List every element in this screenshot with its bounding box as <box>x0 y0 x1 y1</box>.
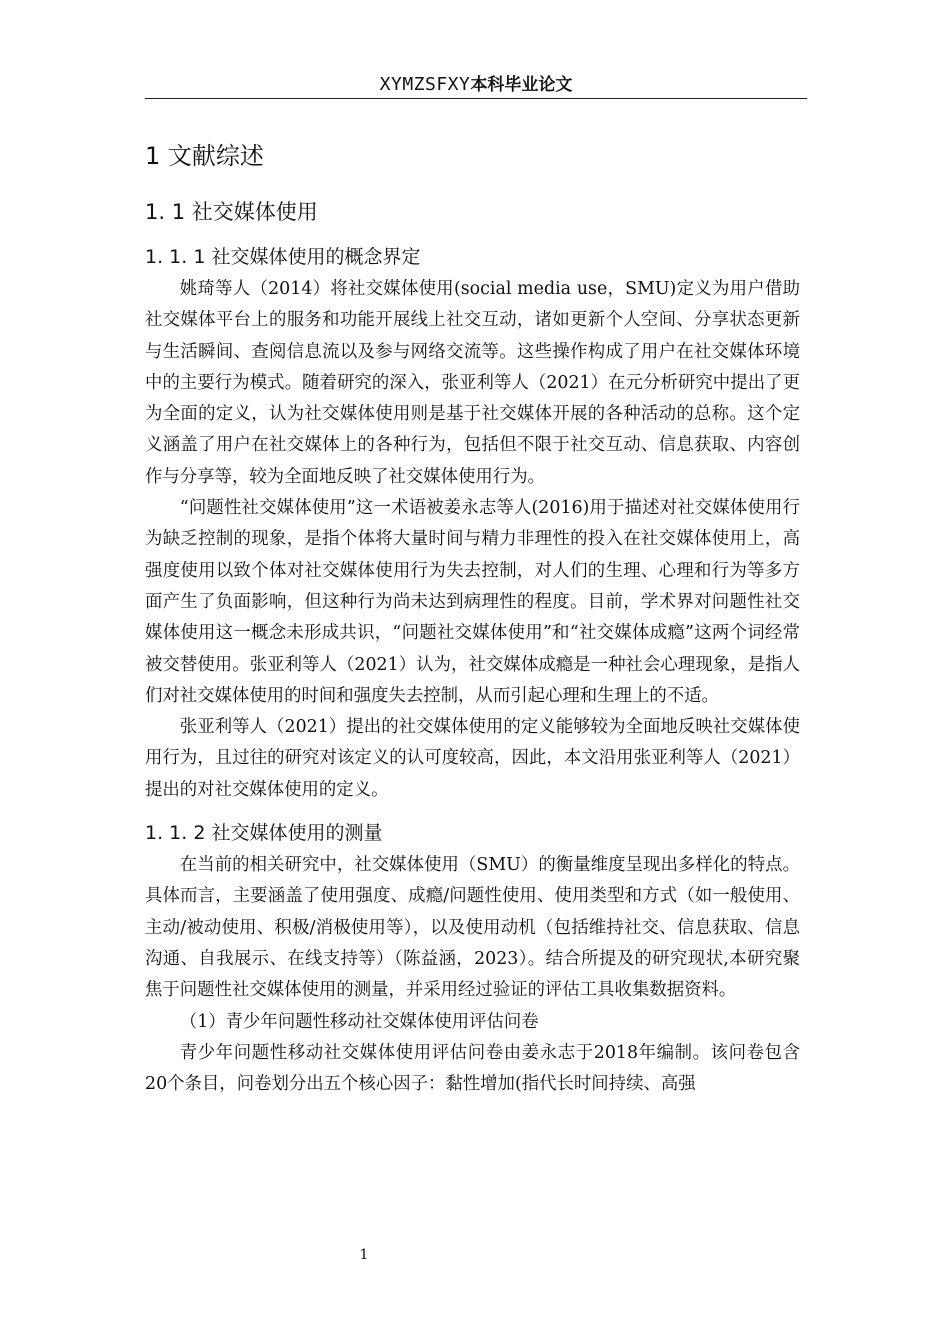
chapter-title: 1 文献综述 <box>145 142 264 170</box>
paragraph: 在当前的相关研究中，社交媒体使用（SMU）的衡量维度呈现出多样化的特点。具体而言，主要涵盖了使用强度、成瘾/问题性使用、使用类型和方式（如一般使用、主动/被动使用、积极/消极使用等），以及使用动机（包括维持社交、信息获取、信息沟通、自我展示、在线支持等）（陈益涵，2023）。结合所提及的研究现状,本研究聚焦于问题性社交媒体使用的测量，并采用经过验证的评估工具收集数据资料。 <box>145 855 800 1001</box>
paragraph: “问题性社交媒体使用”这一术语被姜永志等人(2016)用于描述对社交媒体使用行为缺乏控制的现象，是指个体将大量时间与精力非理性的投入在社交媒体使用上，高强度使用以致个体对社交媒体使用行为失去控制，对人们的生理、心理和行为等多方面产生了负面影响，但这种行为尚未达到病理性的程度。目前，学术界对问题性社交媒体使用这一概念未形成共识，“问题社交媒体使用”和“社交媒体成瘾”这两个词经常被交替使用。张亚利等人（2021）认为，社交媒体成瘾是一种社会心理现象，是指人们对社交媒体使用的时间和强度失去控制，从而引起心理和生理上的不适。 <box>145 498 800 706</box>
header-rule <box>145 98 807 99</box>
section-heading-1-1: 1. 1 社交媒体使用 <box>145 200 318 224</box>
list-item-heading: （1）青少年问题性移动社交媒体使用评估问卷 <box>179 1011 539 1032</box>
main-content <box>145 132 800 1100</box>
subsection-heading-1-1-2: 1. 1. 2 社交媒体使用的测量 <box>145 822 383 845</box>
paragraph: 青少年问题性移动社交媒体使用评估问卷由姜永志于2018年编制。该问卷包含20个条目，问卷划分出五个核心因子：黏性增加(指代长时间持续、高强 <box>145 1042 800 1095</box>
subsection-heading-1-1-1: 1. 1. 1 社交媒体使用的概念界定 <box>145 246 421 268</box>
paragraph: 张亚利等人（2021）提出的社交媒体使用的定义能够较为全面地反映社交媒体使用行为，且过往的研究对该定义的认可度较高，因此，本文沿用张亚利等人（2021）提出的对社交媒体使用的定义。 <box>145 717 800 800</box>
header-thesis-label: 本科毕业论文 <box>470 75 573 95</box>
paragraph: 姚琦等人（2014）将社交媒体使用(social media use，SMU)定义为用户借助社交媒体平台上的服务和功能开展线上社交互动，诸如更新个人空间、分享状态更新与生活瞬间、查阅信息流以及参与网络交流等。这些操作构成了用户在社交媒体环境中的主要行为模式。随着研究的深入，张亚利等人（2021）在元分析研究中提出了更为全面的定义，认为社交媒体使用则是基于社交媒体开展的各种活动的总称。这个定义涵盖了用户在社交媒体上的各种行为，包括但不限于社交互动、信息获取、内容创作与分享等，较为全面地反映了社交媒体使用行为。 <box>145 279 800 487</box>
page-number: 1 <box>359 1247 369 1263</box>
header-institution-code: XYMZSFXY <box>379 74 471 95</box>
running-header <box>145 72 807 97</box>
